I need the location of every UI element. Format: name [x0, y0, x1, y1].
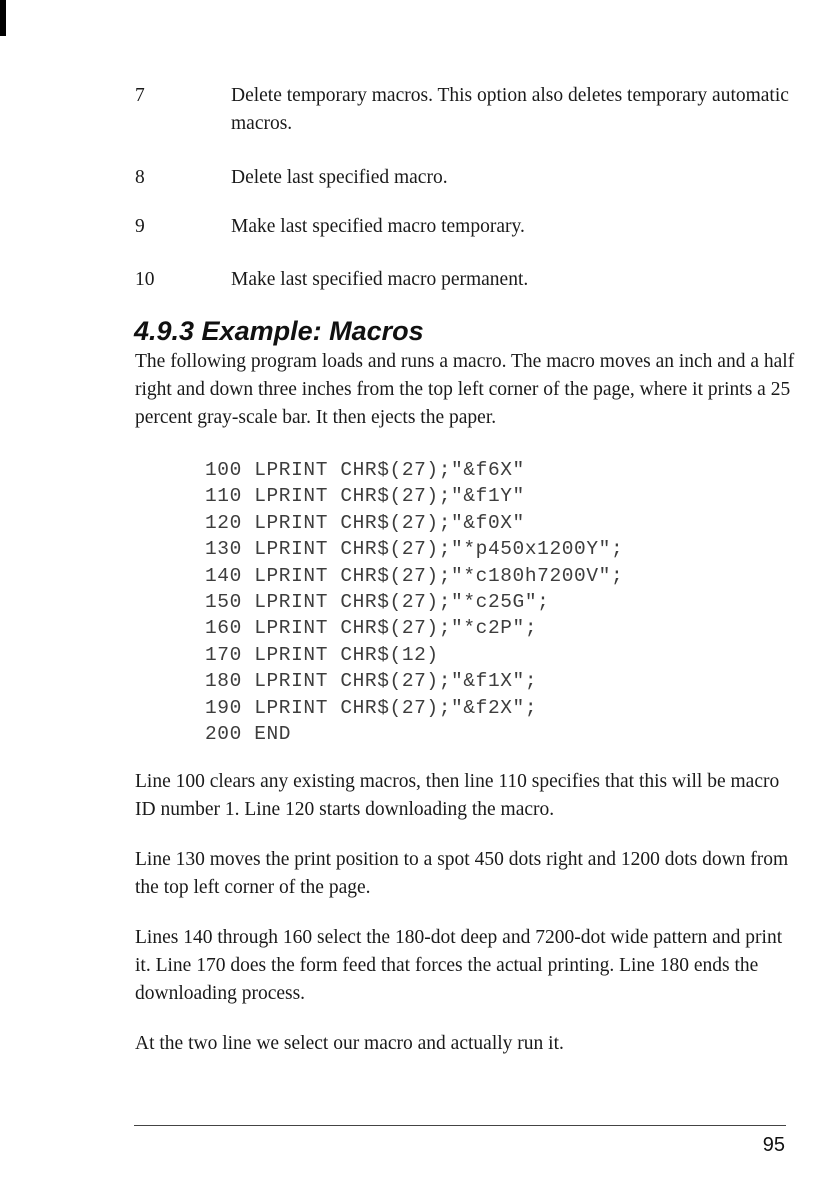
intro-paragraph: The following program loads and runs a macro. The macro moves an inch and a half right and down three inches from the top left corner of the page, where it prints a 25 percent gray-scale bar. It then ejects the paper.	[135, 351, 795, 428]
code-line-140: 140 LPRINT CHR$(27);"*c180h7200V";	[205, 564, 624, 587]
option-row-9	[135, 213, 790, 241]
explanation-paragraph-3: Lines 140 through 160 select the 180-dot deep and 7200-dot wide pattern and print it. Line 170 does the form feed that forces the actual printing. Line 180 ends the downloading process.	[135, 927, 783, 1004]
option-description: Delete last specified macro.	[231, 167, 448, 188]
code-line-190: 190 LPRINT CHR$(27);"&f2X";	[205, 696, 538, 719]
code-line-200: 200 END	[205, 723, 292, 746]
code-line-100: 100 LPRINT CHR$(27);"&f6X"	[205, 459, 525, 481]
option-description: Delete temporary macros. This option also deletes temporary automatic macros.	[231, 85, 789, 134]
option-description: Make last specified macro permanent.	[231, 269, 529, 290]
page-number: 95	[762, 1134, 785, 1156]
explanation-section	[135, 768, 789, 1080]
option-row-10	[135, 266, 790, 294]
option-number: 8	[135, 167, 145, 188]
code-line-110: 110 LPRINT CHR$(27);"&f1Y"	[205, 485, 525, 508]
explanation-paragraph-4: At the two line we select our macro and actually run it.	[135, 1033, 564, 1054]
option-number: 7	[135, 85, 145, 106]
option-description: Make last specified macro temporary.	[231, 216, 525, 237]
option-row-8	[135, 164, 790, 192]
option-list	[135, 82, 790, 294]
footer-rule	[134, 1125, 786, 1126]
code-line-150: 150 LPRINT CHR$(27);"*c25G";	[205, 591, 550, 614]
option-number: 9	[135, 216, 145, 237]
code-listing	[205, 457, 623, 747]
code-line-170: 170 LPRINT CHR$(12)	[205, 643, 439, 666]
code-line-160: 160 LPRINT CHR$(27);"*c2P";	[205, 617, 538, 640]
section-heading: 4.9.3 Example: Macros	[134, 316, 424, 346]
code-line-130: 130 LPRINT CHR$(27);"*p450x1200Y";	[205, 538, 624, 561]
explanation-paragraph-2: Line 130 moves the print position to a spot 450 dots right and 1200 dots down from the top left corner of the page.	[135, 849, 789, 898]
scan-edge-mark	[0, 0, 6, 36]
option-number: 10	[135, 269, 155, 290]
option-row-7	[135, 82, 790, 138]
explanation-paragraph-1: Line 100 clears any existing macros, then line 110 specifies that this will be macro ID number 1. Line 120 starts downloading the macro.	[135, 771, 780, 820]
code-line-180: 180 LPRINT CHR$(27);"&f1X";	[205, 670, 538, 693]
code-line-120: 120 LPRINT CHR$(27);"&f0X"	[205, 511, 525, 534]
